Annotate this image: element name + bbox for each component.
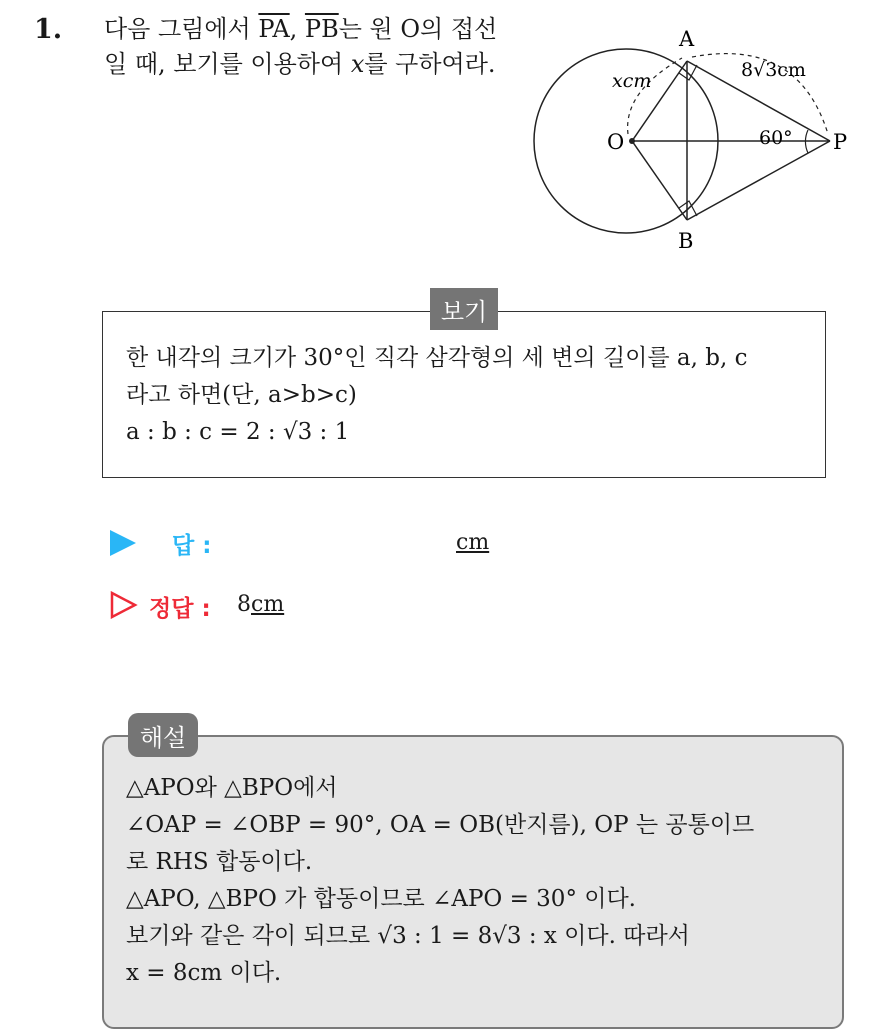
explanation-line: 로 RHS 합동이다. — [126, 849, 313, 875]
label-o: O — [607, 130, 625, 154]
explanation-line: △APO와 △BPO에서 — [126, 775, 338, 801]
label-b: B — [678, 229, 694, 253]
answer-label: 답 : — [172, 533, 212, 559]
segment-ob — [632, 141, 687, 220]
hint-line: 한 내각의 크기가 30°인 직각 삼각형의 세 변의 길이를 a, b, c — [126, 345, 748, 371]
label-angle: 60° — [759, 127, 793, 149]
hint-body — [126, 340, 816, 451]
label-a: A — [679, 27, 695, 51]
question-number: 1. — [34, 14, 63, 45]
hint-tag: 보기 — [430, 288, 498, 330]
hint-line: a : b : c = 2 : √3 : 1 — [126, 419, 350, 445]
answer-arrow-icon — [110, 530, 136, 556]
correct-value: 8cm — [237, 592, 285, 617]
explanation-tag: 해설 — [128, 713, 198, 757]
explanation-line: x = 8cm 이다. — [126, 960, 282, 986]
correct-arrow-icon — [110, 591, 138, 619]
label-radius: xcm — [612, 70, 652, 92]
question-text: 다음 그림에서 $\overline{PA}$, $\overline{PB}$는 원 O의 접선일 때, 보기를 이용하여 x를 구하여라. — [104, 15, 498, 78]
explanation-line: △APO, △BPO 가 합동이므로 ∠APO = 30° 이다. — [126, 886, 636, 912]
explanation-body — [126, 770, 836, 992]
label-tangent: 8√3cm — [741, 59, 806, 81]
hint-line: 라고 하면(단, a>b>c) — [126, 382, 357, 408]
explanation-line: 보기와 같은 각이 되므로 √3 : 1 = 8√3 : x 이다. 따라서 — [126, 923, 690, 949]
explanation-line: ∠OAP = ∠OBP = 90°, OA = OB(반지름), OP 는 공통이므 — [126, 812, 755, 838]
correct-label: 정답 : — [149, 596, 211, 622]
geometry-figure — [528, 22, 858, 257]
label-p: P — [833, 130, 848, 154]
point-o — [629, 138, 635, 144]
answer-unit: cm — [456, 530, 490, 555]
